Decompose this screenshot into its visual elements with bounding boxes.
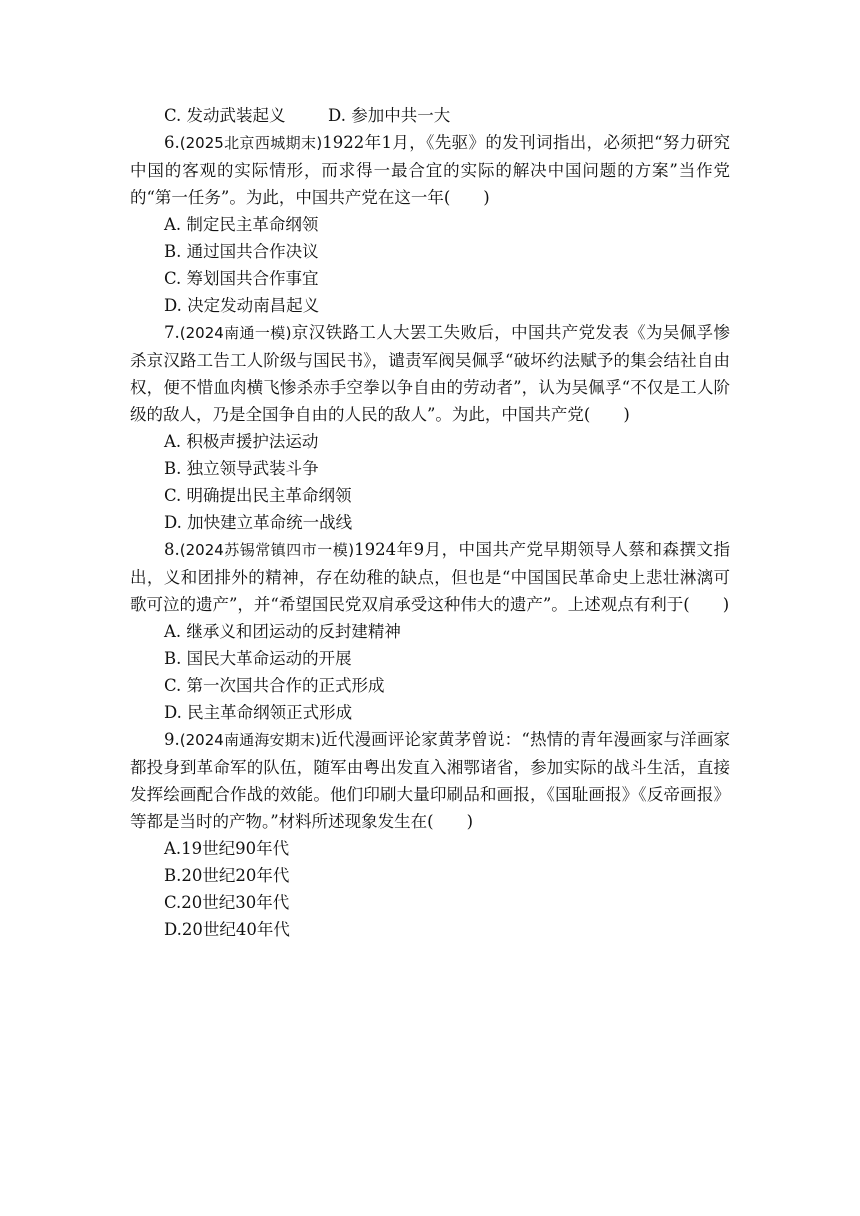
option-list (130, 618, 730, 726)
option-text: 20世纪20年代 (181, 866, 290, 885)
previous-question-options (130, 102, 730, 129)
option-list (130, 835, 730, 943)
option-text: 20世纪30年代 (181, 893, 290, 912)
question-9 (130, 726, 730, 943)
option-text: 积极声援护法运动 (186, 432, 319, 451)
option-letter: A. (164, 215, 182, 234)
question-stem (130, 536, 730, 618)
question-source: (2024苏锡常镇四市一模) (179, 541, 355, 559)
question-text: 京汉铁路工人大罢工失败后，中国共产党发表《为吴佩孚惨杀京汉路工告工人阶级与国民书》，谴责军阀吴佩孚“破坏约法赋予的集会结社自由权，便不惜血肉横飞惨杀赤手空拳以争自由的劳动者”，认为吴佩孚“不仅是工人阶级的敌人，乃是全国争自由的人民的敌人”。为此，中国共产党( ) (130, 323, 730, 424)
option-letter: B. (164, 649, 182, 668)
option-text: 决定发动南昌起义 (187, 296, 320, 315)
option-a[interactable] (130, 211, 730, 238)
option-letter: D. (164, 296, 182, 315)
option-list (130, 211, 730, 319)
option-c[interactable] (130, 482, 730, 509)
question-number: 7. (164, 323, 180, 342)
option-list (130, 428, 730, 536)
option-letter: A. (164, 622, 182, 641)
option-b[interactable] (130, 455, 730, 482)
option-text: 筹划国共合作事宜 (186, 269, 319, 288)
option-letter: B. (164, 866, 182, 885)
option-text: 制定民主革命纲领 (186, 215, 319, 234)
option-a[interactable] (130, 835, 730, 862)
question-number: 6. (164, 133, 180, 152)
question-source: (2024南通海安期末) (179, 731, 321, 749)
question-7 (130, 319, 730, 536)
option-c[interactable] (130, 672, 730, 699)
question-8 (130, 536, 730, 726)
option-text: 20世纪40年代 (181, 920, 290, 939)
option-text: 加快建立革命统一战线 (187, 513, 353, 532)
option-d[interactable] (130, 292, 730, 319)
option-c[interactable] (130, 265, 730, 292)
option-letter: C. (164, 106, 182, 125)
question-number: 8. (164, 540, 180, 559)
question-text: 1924年9月，中国共产党早期领导人蔡和森撰文指出，义和团排外的精神，存在幼稚的缺点，但也是“中国国民革命史上悲壮淋漓可歌可泣的遗产”，并“希望国民党双肩承受这种伟大的遗产”。上述观点有利于( ) (130, 540, 730, 614)
option-text: 继承义和团运动的反封建精神 (186, 622, 401, 641)
option-letter: D. (164, 513, 182, 532)
option-b[interactable] (130, 862, 730, 889)
option-b[interactable] (130, 238, 730, 265)
option-text: 明确提出民主革命纲领 (186, 486, 352, 505)
option-b[interactable] (130, 645, 730, 672)
question-stem (130, 319, 730, 428)
option-a[interactable] (130, 618, 730, 645)
option-letter: D. (164, 920, 182, 939)
option-c[interactable] (130, 889, 730, 916)
option-letter: D. (328, 106, 346, 125)
option-text: 通过国共合作决议 (186, 242, 319, 261)
option-text: 独立领导武装斗争 (186, 459, 319, 478)
option-letter: A. (164, 839, 182, 858)
option-text: 第一次国共合作的正式形成 (186, 676, 385, 695)
option-letter: C. (164, 486, 182, 505)
question-stem (130, 726, 730, 835)
option-d[interactable] (130, 916, 730, 943)
option-d[interactable] (130, 699, 730, 726)
question-source: (2024南通一模) (179, 324, 292, 342)
question-text: 1922年1月，《先驱》的发刊词指出，必须把“努力研究中国的客观的实际情形，而求得一最合宜的实际的解决中国问题的方案”当作党的“第一任务”。为此，中国共产党在这一年( ) (130, 133, 730, 207)
question-content (130, 102, 730, 943)
option-d[interactable] (130, 509, 730, 536)
question-number: 9. (164, 730, 180, 749)
option-letter: B. (164, 242, 182, 261)
option-text: 发动武装起义 (186, 106, 286, 125)
option-text: 19世纪90年代 (181, 839, 290, 858)
question-stem (130, 129, 730, 211)
question-source: (2025北京西城期末) (179, 134, 323, 152)
question-text: 近代漫画评论家黄茅曾说：“热情的青年漫画家与洋画家都投身到革命军的队伍，随军由粤出发直入湘鄂诸省，参加实际的战斗生活，直接发挥绘画配合作战的效能。他们印刷大量印刷品和画报，《国耻画报》《反帝画报》等都是当时的产物。”材料所述现象发生在( ) (130, 730, 730, 831)
option-text: 国民大革命运动的开展 (186, 649, 352, 668)
option-text: 民主革命纲领正式形成 (187, 703, 353, 722)
option-a[interactable] (130, 428, 730, 455)
option-letter: B. (164, 459, 182, 478)
option-letter: D. (164, 703, 182, 722)
option-letter: A. (164, 432, 182, 451)
option-text: 参加中共一大 (351, 106, 451, 125)
option-letter: C. (164, 893, 182, 912)
question-6 (130, 129, 730, 319)
option-letter: C. (164, 676, 182, 695)
option-letter: C. (164, 269, 182, 288)
